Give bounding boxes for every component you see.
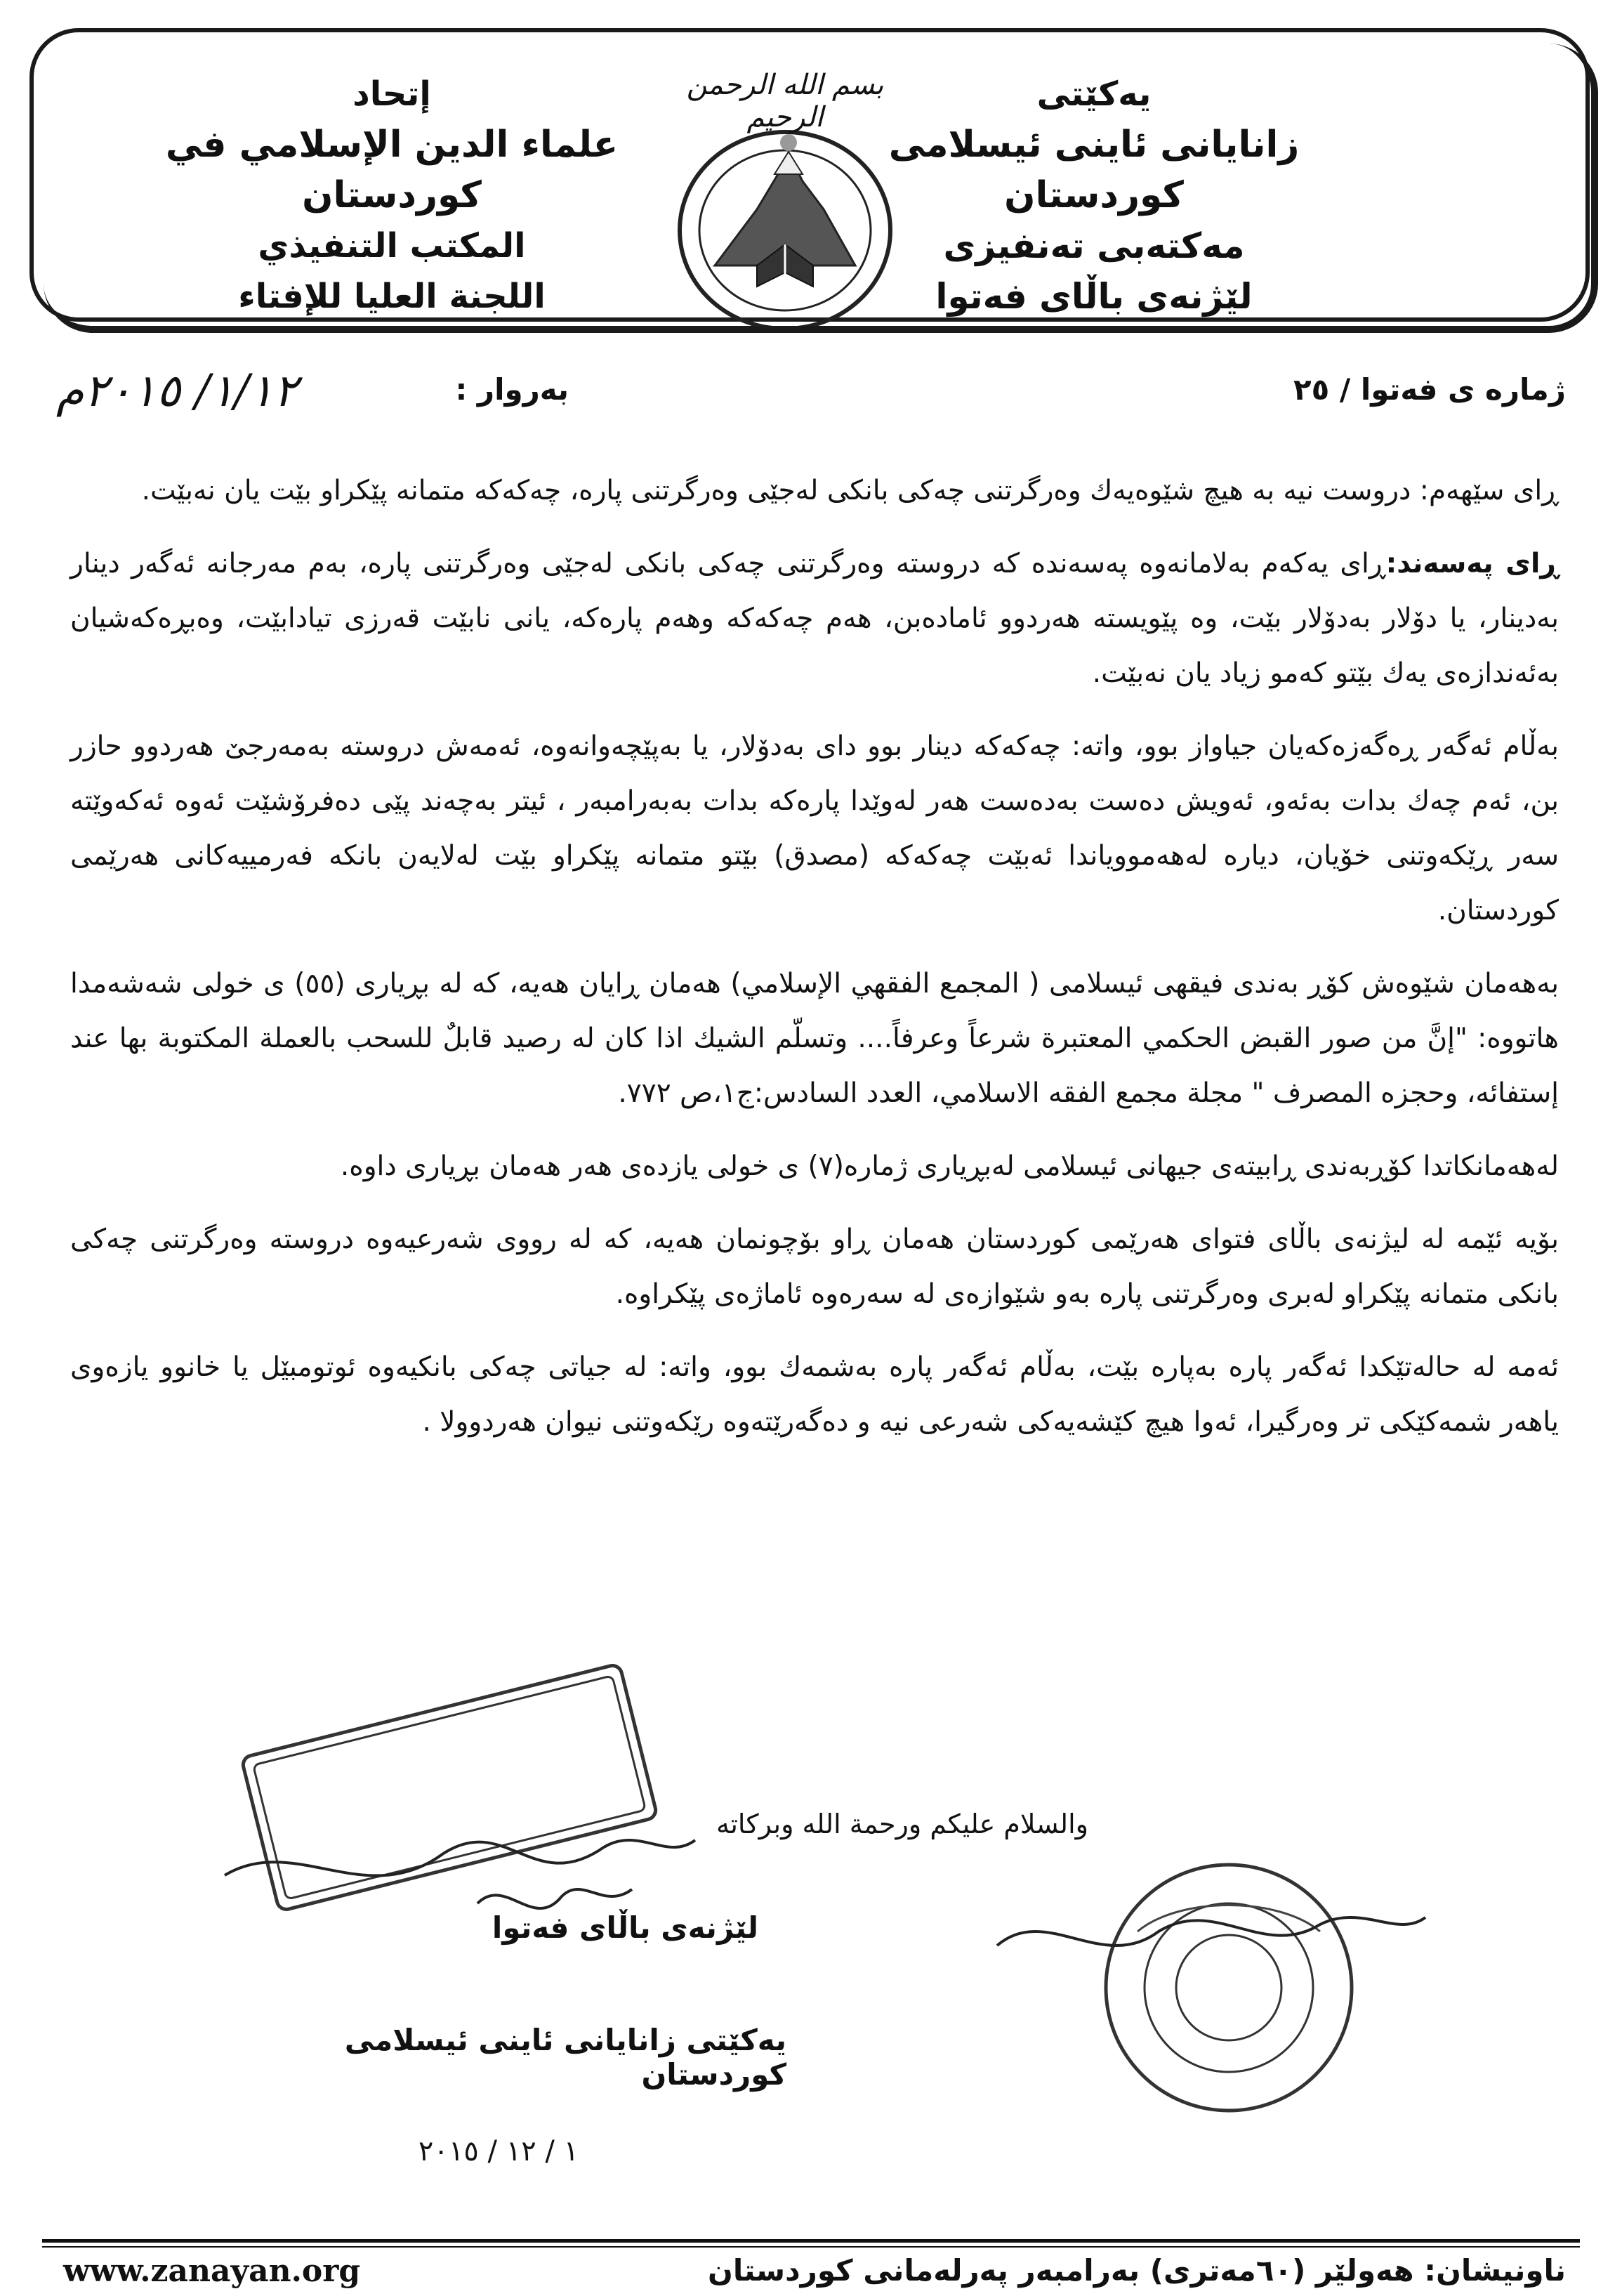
paragraph-1: ڕای سێهەم: دروست نیە بە هیچ شێوەیەك وەرگرتنی چەکی بانکی لەجێی وەرگرتنی پارە، چەکەکە متمانە پێکراو بێت یان نەبێت. <box>141 475 1559 506</box>
letterhead-arabic-line1: إتحاد <box>352 74 431 114</box>
preferred-opinion-label: ڕای پەسەند: <box>1385 548 1559 579</box>
paragraph-4: بەهەمان شێوەش کۆڕ بەندی فیقهی ئیسلامی ( المجمع الفقهي الإسلامي) هەمان ڕایان هەیە، کە لە بڕیاری (٥٥) ی خولی شەشەمدا هاتووە: "إنَّ من صور القبض الحكمي المعتبرة شرعاً وعرفاً.... وتسلّم الشيك اذا كان له رصيد قابلٌ للسحب بالعملة المكتوبة بها عند إستفائه، وحجزه المصرف " مجلة مجمع الفقه الاسلامي، العدد السادس:ج١،ص ٧٧٢. <box>70 968 1560 1109</box>
letterhead-kurdish-line3: مەکتەبی تەنفیزی <box>943 225 1245 266</box>
paragraph-7: ئەمە لە حالەتێکدا ئەگەر پارە بەپارە بێت، بەڵام ئەگەر پارە بەشمەك بوو، واتە: لە جیاتی چەکی بانکیەوە ئوتومبێل یا خانوو یازەوی یاهەر شمەکێکی تر وەرگیرا، ئەوا هیچ کێشەیەکی شەرعی نیە و دەگەرێتەوە رێکەوتنی نیوان هەردوولا . <box>70 1351 1559 1438</box>
paragraph-2 <box>70 537 1559 701</box>
closing-salutation: والسلام عليكم ورحمة الله وبركاته <box>716 1809 1088 1839</box>
letterhead-kurdish-line4: لێژنەی باڵای فەتوا <box>935 276 1253 317</box>
fatwa-body <box>70 464 1559 1468</box>
handwritten-date: ١/١٢/ ٢٠١٥م <box>56 365 298 417</box>
signature-right-icon <box>983 1875 1432 1988</box>
fatwa-number <box>1293 372 1566 407</box>
paragraph-5: لەهەمانکاتدا کۆڕبەندی ڕابیتەی جیهانی ئیسلامی لەبڕیاری ژمارە(٧) ی خولی یازدەی هەر هەمان بڕیاری داوە. <box>340 1150 1559 1182</box>
signatory-union: یەکێتی زانایانی ئاینی ئیسلامی کوردستان <box>344 2023 786 2092</box>
union-logo <box>638 69 932 336</box>
fatwa-number-label: ژمارە ی فەتوا / <box>1339 372 1566 407</box>
date-label: بەروار : <box>455 372 569 407</box>
letterhead-arabic-line3: المكتب التنفيذي <box>258 226 526 265</box>
letterhead-arabic-line4: اللجنة العليا للإفتاء <box>238 277 546 316</box>
footer-address: ناونیشان: هەولێر (٦٠مەتری) بەرامبەر پەرلەمانی کوردستان <box>708 2253 1566 2288</box>
basmala: بسم الله الرحمن الرحيم <box>686 69 884 133</box>
fatwa-number-value: ٢٥ <box>1293 372 1330 407</box>
paragraph-2-text: ڕای یەکەم بەلامانەوە پەسەندە کە دروستە وەرگرتنی چەکی بانکی لەجێی وەرگرتنی پارە، بەم مەرجانە ئەگەر دینار بەدینار، یا دۆلار بەدۆلار بێت، وە پێویستە هەردوو ئامادەبن، هەم چەکەکە وهەم پارەکە، یانی نابێت قەرزی تیادابێت، وەبڕەکەشیان بەئەندازەی یەك بێتو کەمو زیاد یان نەبێت. <box>70 548 1559 689</box>
letterhead <box>29 28 1590 322</box>
footer-divider-thin <box>42 2246 1580 2248</box>
signatory-committee: لێژنەی باڵای فەتوا <box>492 1910 758 1945</box>
letterhead-kurdish-line2: زانایانی ئاینی ئیسلامی کوردستان <box>888 124 1300 216</box>
paragraph-6: بۆیە ئێمە لە لیژنەی باڵای فتوای هەرێمی کوردستان هەمان ڕاو بۆچونمان هەیە، کە لە رووی شەرعیەوە دروستە وەرگرتنی چەکی بانکی متمانە پێکراو لەبری وەرگرتنی پارە بەو شێوازەی لە سەرەوە ئاماژەی پێکراوە. <box>70 1224 1559 1310</box>
footer-divider <box>42 2239 1580 2243</box>
signature-date: ١ / ١٢ / ٢٠١٥ <box>418 2135 579 2167</box>
paragraph-3: بەڵام ئەگەر ڕەگەزەکەیان جیاواز بوو، واتە: چەکەکە دینار بوو دای بەدۆلار، یا بەپێچەوانەوە، ئەمەش دروستە بەمەرجێ هەردوو حازر بن، ئەم چەك بدات بەئەو، ئەویش دەست بەدەست هەر لەوێدا پارەکە بدات بەبەرامبەر ، ئیتر بەچەند پێی دەفرۆشێت ئەوە ئەکەوێتە سەر ڕێکەوتنی خۆیان، دیارە لەهەمووياندا ئەبێت چەکەکە (مصدق) بێتو متمانە پێکراو بێت لەلایەن بانکە فەرمییەکانی هەرێمی کوردستان. <box>70 730 1559 926</box>
letterhead-kurdish-line1: یەکێتی <box>1036 74 1152 114</box>
letterhead-arabic <box>139 69 645 322</box>
footer-website: www.zanayan.org <box>63 2253 361 2289</box>
letterhead-arabic-line2: علماء الدين الإسلامي في كوردستان <box>165 124 619 216</box>
